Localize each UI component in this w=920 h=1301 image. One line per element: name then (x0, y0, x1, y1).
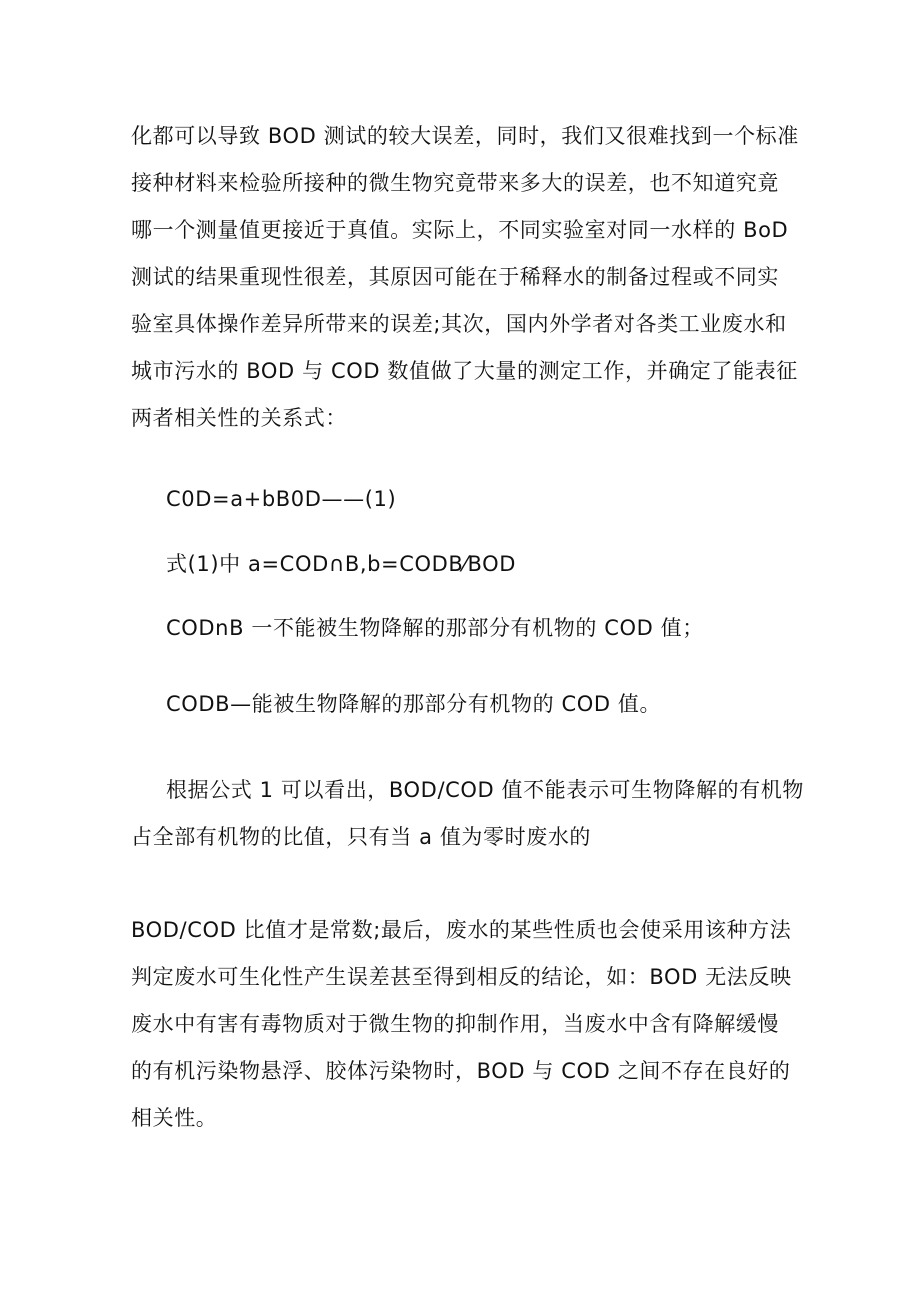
text-line: 的有机污染物悬浮、胶体污染物时，BOD 与 COD 之间不存在良好的 (131, 1059, 791, 1083)
definition-text: CODnB 一不能被生物降解的那部分有机物的 COD 值； (166, 616, 704, 640)
text-line: 接种材料来检验所接种的微生物究竟带来多大的误差，也不知道究竟 (131, 171, 779, 195)
text-line: 废水中有害有毒物质对于微生物的抑制作用，当废水中含有降解缓慢 (131, 1012, 779, 1036)
text-line: 根据公式 1 可以看出，BOD/COD 值不能表示可生物降解的有机物 (166, 778, 804, 802)
text-line: 判定废水可生化性产生误差甚至得到相反的结论，如：BOD 无法反映 (131, 965, 792, 989)
text-line: 测试的结果重现性很差，其原因可能在于稀释水的制备过程或不同实 (131, 265, 779, 289)
paragraph-ratio-conclusion (131, 907, 811, 1142)
text-line: 相关性。 (131, 1106, 218, 1130)
text-line: BOD/COD 比值才是常数;最后，废水的某些性质也会使采用该种方法 (131, 918, 792, 942)
definition-text: CODB—能被生物降解的那部分有机物的 COD 值。 (166, 692, 662, 716)
text-line: 验室具体操作差异所带来的误差;其次，国内外学者对各类工业废水和 (131, 312, 787, 336)
text-line: 城市污水的 BOD 与 COD 数值做了大量的测定工作，并确定了能表征 (131, 359, 798, 383)
paragraph-formula-analysis (131, 767, 811, 861)
formula-note (166, 541, 816, 588)
formula-line (166, 476, 816, 523)
text-line: 占全部有机物的比值，只有当 a 值为零时废水的 (131, 825, 592, 849)
definition-cod-nb (166, 605, 816, 652)
formula-note-text: 式(1)中 a=COD∩B,b=CODB⁄BOD (166, 552, 517, 576)
text-line: 哪一个测量值更接近于真值。实际上，不同实验室对同一水样的 BoD (131, 218, 789, 242)
text-line: 两者相关性的关系式： (131, 406, 347, 430)
definition-cod-b (166, 681, 816, 728)
paragraph-bod-error (131, 113, 811, 442)
text-line: 化都可以导致 BOD 测试的较大误差，同时，我们又很难找到一个标准 (131, 124, 799, 148)
formula-text: C0D=a+bB0D——(1) (166, 487, 397, 511)
